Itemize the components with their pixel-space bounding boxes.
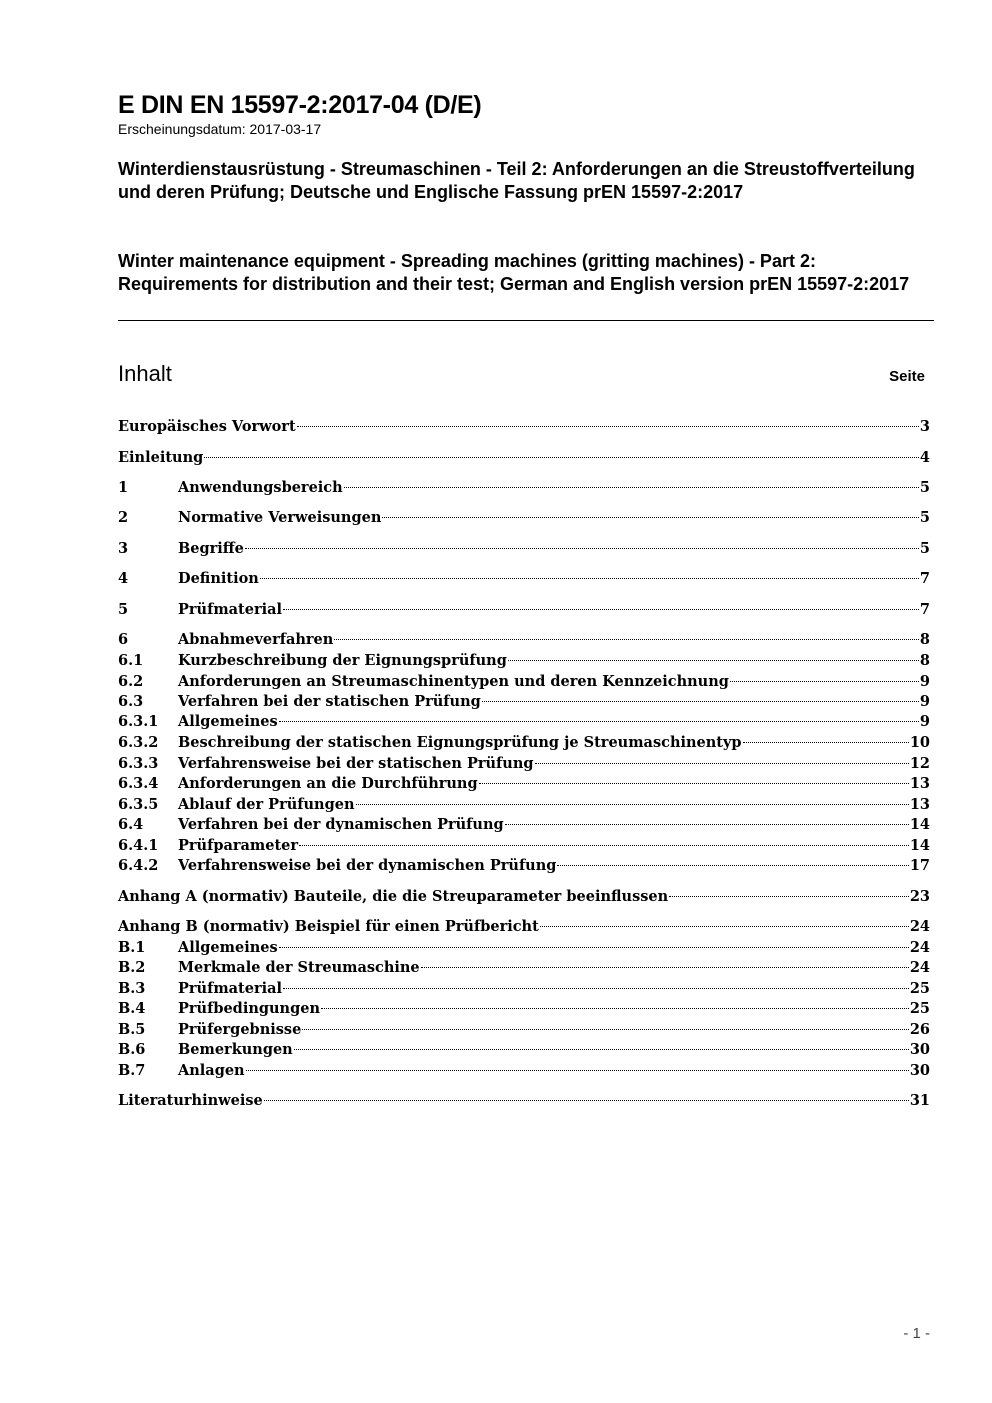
toc-entry-title: Begriffe <box>178 540 244 557</box>
toc-dot-leader <box>535 763 909 764</box>
toc-dot-leader <box>297 426 919 427</box>
toc-dot-leader <box>540 926 909 927</box>
toc-entry-number: 2 <box>118 509 129 526</box>
toc-entry[interactable] <box>118 938 930 958</box>
publication-date: Erscheinungsdatum: 2017-03-17 <box>118 121 322 137</box>
toc-entry-page: 24 <box>909 918 930 935</box>
toc-entry-number: 3 <box>118 540 129 557</box>
toc-entry[interactable] <box>118 672 930 692</box>
toc-entry-page: 26 <box>909 1021 930 1038</box>
toc-entry-page: 13 <box>909 796 930 813</box>
toc-dot-leader <box>299 845 909 846</box>
toc-entry[interactable] <box>118 917 930 937</box>
toc-dot-leader <box>204 457 919 458</box>
toc-entry[interactable] <box>118 539 930 559</box>
toc-entry[interactable] <box>118 1061 930 1081</box>
toc-entry-title: Beschreibung der statischen Eignungsprüfung je Streumaschinentyp <box>178 734 742 751</box>
toc-entry-title: Merkmale der Streumaschine <box>178 959 420 976</box>
title-german: Winterdienstausrüstung - Streumaschinen - Teil 2: Anforderungen an die Streustoffverteilung und deren Prüfung; Deutsche und Englische Fassung prEN 15597-2:2017 <box>118 159 915 202</box>
toc-entry-number: 6.4.1 <box>118 837 159 854</box>
toc-entry-number: 1 <box>118 479 129 496</box>
toc-dot-leader <box>264 1100 909 1101</box>
toc-entry-page: 30 <box>909 1041 930 1058</box>
title-english: Winter maintenance equipment - Spreading machines (gritting machines) - Part 2: Requirements for distribution and their test; German and English version prEN 15597-2:2017 <box>118 251 910 294</box>
toc-entry-page: 8 <box>919 652 930 669</box>
toc-entry[interactable] <box>118 569 930 589</box>
toc-entry-page: 4 <box>919 449 930 466</box>
toc-entry-page: 31 <box>909 1092 930 1109</box>
toc-entry-number: B.6 <box>118 1041 146 1058</box>
toc-entry[interactable] <box>118 733 930 753</box>
toc-entry-title: Definition <box>178 570 259 587</box>
toc-entry-title: Prüfbedingungen <box>178 1000 321 1017</box>
toc-page-label: Seite <box>889 368 925 385</box>
toc-entry[interactable] <box>118 1040 930 1060</box>
toc-entry-number: 6.3.4 <box>118 775 159 792</box>
toc-dot-leader <box>260 578 919 579</box>
toc-dot-leader <box>356 804 909 805</box>
toc-entry-page: 9 <box>919 713 930 730</box>
toc-entry-page: 7 <box>919 601 930 618</box>
toc-entry-page: 3 <box>919 418 930 435</box>
toc-entry[interactable] <box>118 692 930 712</box>
toc-dot-leader <box>382 517 919 518</box>
toc-entry-page: 13 <box>909 775 930 792</box>
toc-entry[interactable] <box>118 1091 930 1111</box>
toc-entry[interactable] <box>118 1020 930 1040</box>
toc-entry-number: 6.2 <box>118 673 144 690</box>
toc-entry-page: 23 <box>909 888 930 905</box>
toc-entry-number: B.2 <box>118 959 146 976</box>
toc-entry-title: Prüfmaterial <box>178 601 283 618</box>
toc-dot-leader <box>245 548 919 549</box>
toc-entry-number: 6.3.2 <box>118 734 159 751</box>
toc-entry[interactable] <box>118 856 930 876</box>
toc-entry-page: 10 <box>909 734 930 751</box>
toc-entry-title: Anhang B (normativ) Beispiel für einen Prüfbericht <box>118 918 539 935</box>
toc-entry[interactable] <box>118 448 930 468</box>
toc-entry[interactable] <box>118 600 930 620</box>
toc-entry-title: Anforderungen an die Durchführung <box>178 775 478 792</box>
toc-entry-page: 7 <box>919 570 930 587</box>
toc-entry[interactable] <box>118 712 930 732</box>
toc-entry-title: Anhang A (normativ) Bauteile, die die Streuparameter beeinflussen <box>118 888 669 905</box>
toc-entry-title: Abnahmeverfahren <box>178 631 334 648</box>
toc-entry-page: 24 <box>909 939 930 956</box>
page-number: - 1 - <box>903 1325 930 1342</box>
toc-entry-number: B.1 <box>118 939 146 956</box>
toc-dot-leader <box>302 1029 909 1030</box>
toc-entry[interactable] <box>118 651 930 671</box>
toc-dot-leader <box>479 783 909 784</box>
toc-dot-leader <box>283 988 909 989</box>
toc-dot-leader <box>421 967 909 968</box>
toc-entry[interactable] <box>118 815 930 835</box>
toc-dot-leader <box>321 1008 909 1009</box>
toc-entry-title: Bemerkungen <box>178 1041 293 1058</box>
toc-entry-title: Ablauf der Prüfungen <box>178 796 355 813</box>
toc-entry-page: 14 <box>909 816 930 833</box>
toc-entry-number: 6.3.3 <box>118 755 159 772</box>
toc-entry[interactable] <box>118 887 930 907</box>
toc-entry-title: Literaturhinweise <box>118 1092 263 1109</box>
toc-dot-leader <box>743 742 909 743</box>
toc-dot-leader <box>334 639 919 640</box>
toc-entry[interactable] <box>118 774 930 794</box>
toc-entry-title: Verfahren bei der statischen Prüfung <box>178 693 481 710</box>
toc-entry-title: Prüfparameter <box>178 837 299 854</box>
toc-entry-title: Kurzbeschreibung der Eignungsprüfung <box>178 652 507 669</box>
toc-entry[interactable] <box>118 478 930 498</box>
toc-entry-title: Verfahrensweise bei der dynamischen Prüfung <box>178 857 557 874</box>
toc-entry-title: Allgemeines <box>178 939 278 956</box>
toc-entry-page: 9 <box>919 693 930 710</box>
toc-entry-title: Anforderungen an Streumaschinentypen und deren Kennzeichnung <box>178 673 729 690</box>
toc-entry-title: Europäisches Vorwort <box>118 418 296 435</box>
toc-entry-page: 12 <box>909 755 930 772</box>
toc-entry-number: 5 <box>118 601 129 618</box>
toc-entry[interactable] <box>118 417 930 437</box>
toc-entry-number: 6.3.1 <box>118 713 159 730</box>
toc-entry-title: Anlagen <box>178 1062 245 1079</box>
toc-entry-page: 25 <box>909 980 930 997</box>
toc-dot-leader <box>730 681 919 682</box>
toc-entry-number: B.3 <box>118 980 146 997</box>
toc-dot-leader <box>279 721 919 722</box>
toc-entry[interactable] <box>118 999 930 1019</box>
toc-entry-page: 5 <box>919 540 930 557</box>
toc-entry-page: 5 <box>919 509 930 526</box>
toc-entry-number: B.4 <box>118 1000 146 1017</box>
toc-dot-leader <box>283 609 919 610</box>
toc-dot-leader <box>344 487 919 488</box>
toc-entry-title: Verfahren bei der dynamischen Prüfung <box>178 816 504 833</box>
toc-entry[interactable] <box>118 836 930 856</box>
toc-entry-page: 14 <box>909 837 930 854</box>
toc-entry-number: 4 <box>118 570 129 587</box>
toc-entry[interactable] <box>118 795 930 815</box>
toc-entry-page: 30 <box>909 1062 930 1079</box>
toc-entry-title: Einleitung <box>118 449 204 466</box>
toc-dot-leader <box>246 1070 909 1071</box>
toc-entry-title: Anwendungsbereich <box>178 479 343 496</box>
toc-dot-leader <box>669 896 909 897</box>
toc-entry-number: B.5 <box>118 1021 146 1038</box>
toc-entry-number: B.7 <box>118 1062 146 1079</box>
toc-entry[interactable] <box>118 958 930 978</box>
toc-heading: Inhalt <box>118 361 172 386</box>
toc-entry-page: 8 <box>919 631 930 648</box>
toc-entry-title: Prüfergebnisse <box>178 1021 302 1038</box>
toc-entry-number: 6.1 <box>118 652 144 669</box>
toc-entry-page: 24 <box>909 959 930 976</box>
toc-entry[interactable] <box>118 979 930 999</box>
toc-entry-title: Prüfmaterial <box>178 980 283 997</box>
toc-dot-leader <box>482 701 919 702</box>
toc-entry-page: 5 <box>919 479 930 496</box>
toc-dot-leader <box>505 824 909 825</box>
toc-entry-number: 6.3 <box>118 693 144 710</box>
title-divider <box>118 320 934 321</box>
toc-entry-number: 6.4.2 <box>118 857 159 874</box>
toc-entry-page: 25 <box>909 1000 930 1017</box>
toc-dot-leader <box>508 660 919 661</box>
toc-entry[interactable] <box>118 508 930 528</box>
document-id: E DIN EN 15597-2:2017-04 (D/E) <box>118 91 482 119</box>
toc-dot-leader <box>557 865 908 866</box>
toc-entry-number: 6.4 <box>118 816 144 833</box>
toc-entry-number: 6 <box>118 631 129 648</box>
toc-entry-title: Normative Verweisungen <box>178 509 382 526</box>
toc-dot-leader <box>294 1049 909 1050</box>
toc-dot-leader <box>279 947 909 948</box>
toc-entry-page: 9 <box>919 673 930 690</box>
toc-entry[interactable] <box>118 754 930 774</box>
toc-entry-number: 6.3.5 <box>118 796 159 813</box>
toc-entry-page: 17 <box>909 857 930 874</box>
toc-entry[interactable] <box>118 630 930 650</box>
toc-entry-title: Verfahrensweise bei der statischen Prüfung <box>178 755 534 772</box>
toc-entry-title: Allgemeines <box>178 713 278 730</box>
